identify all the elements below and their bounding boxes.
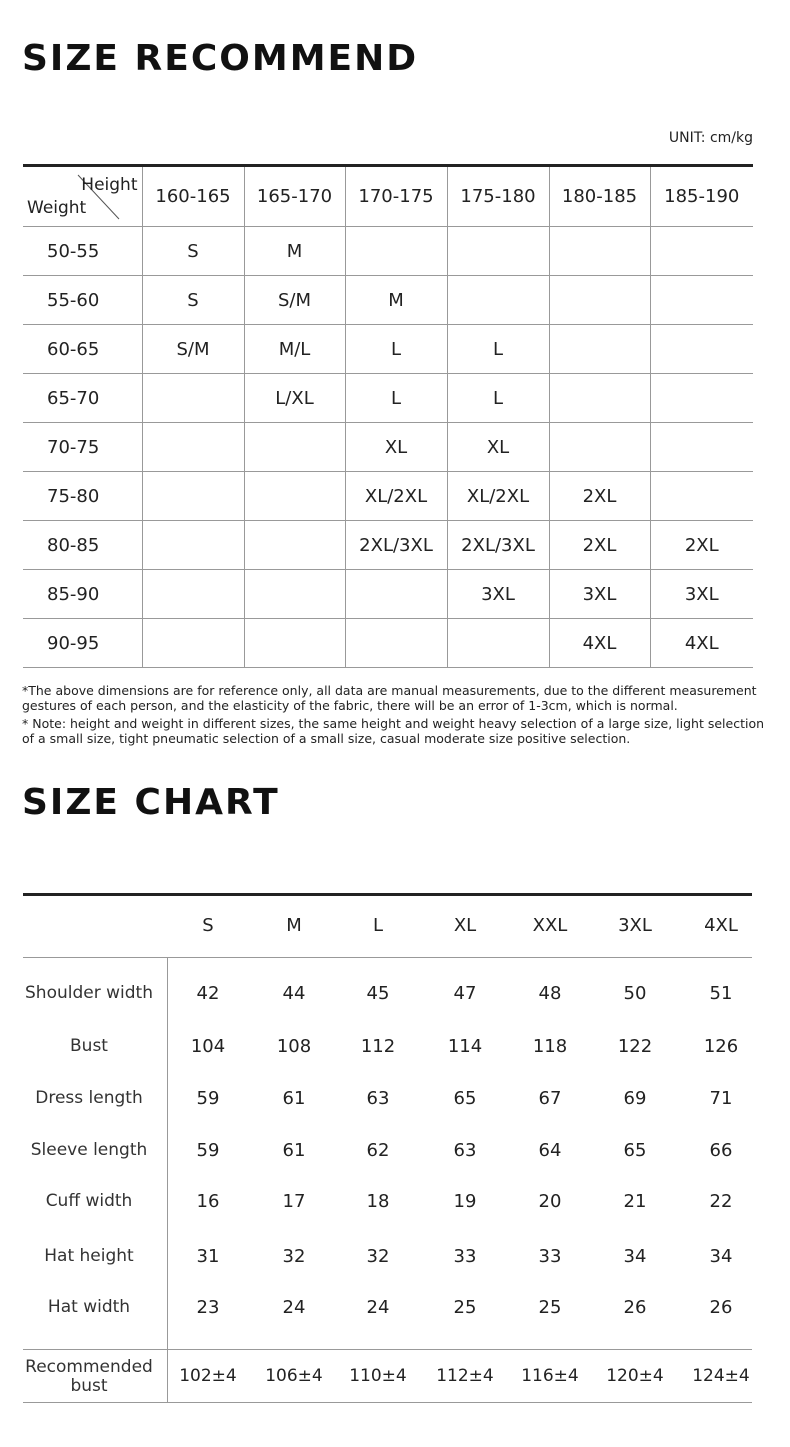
chart-bottom-rule bbox=[23, 1402, 752, 1403]
note-selection: * Note: height and weight in different sizes, the same height and weight heavy selection of a large size, light selection of a small size, tight pneumatic selection of a small size, casual moderate size positive selection. bbox=[22, 716, 765, 746]
size-cell bbox=[142, 521, 244, 570]
weight-range-cell: 90-95 bbox=[23, 619, 142, 668]
measurement-value: 106±4 bbox=[265, 1366, 323, 1386]
weight-row bbox=[23, 276, 753, 325]
measurement-value: 126 bbox=[703, 1036, 739, 1057]
measurement-value: 61 bbox=[282, 1088, 306, 1109]
size-cell bbox=[345, 570, 447, 619]
measurement-value: 120±4 bbox=[606, 1366, 664, 1386]
measurement-value: 116±4 bbox=[521, 1366, 579, 1386]
size-cell: 2XL bbox=[549, 472, 650, 521]
height-range-header: 175-180 bbox=[447, 166, 549, 227]
measurement-value: 21 bbox=[623, 1191, 647, 1212]
measurement-value: 47 bbox=[453, 983, 477, 1004]
measurement-value: 110±4 bbox=[349, 1366, 407, 1386]
size-cell bbox=[142, 619, 244, 668]
measurement-value: 108 bbox=[276, 1036, 312, 1057]
measurement-value: 71 bbox=[709, 1088, 733, 1109]
measurement-value: 48 bbox=[538, 983, 562, 1004]
measurement-value: 67 bbox=[538, 1088, 562, 1109]
size-cell: 3XL bbox=[549, 570, 650, 619]
weight-range-cell: 85-90 bbox=[23, 570, 142, 619]
weight-row bbox=[23, 521, 753, 570]
measurement-value: 31 bbox=[196, 1246, 220, 1267]
size-cell bbox=[549, 325, 650, 374]
size-cell bbox=[244, 521, 345, 570]
size-cell: 3XL bbox=[650, 570, 753, 619]
measurement-value: 18 bbox=[366, 1191, 390, 1212]
measurement-value: 118 bbox=[532, 1036, 568, 1057]
measurement-value: 24 bbox=[282, 1297, 306, 1318]
measurement-label: Hat width bbox=[47, 1297, 131, 1317]
size-cell bbox=[244, 619, 345, 668]
measurement-label: Bust bbox=[70, 1036, 108, 1056]
height-range-header: 180-185 bbox=[549, 166, 650, 227]
height-range-header: 170-175 bbox=[345, 166, 447, 227]
size-cell: M bbox=[345, 276, 447, 325]
weight-row bbox=[23, 227, 753, 276]
measurement-value: 26 bbox=[709, 1297, 733, 1318]
size-cell: M/L bbox=[244, 325, 345, 374]
measurement-value: 42 bbox=[196, 983, 220, 1004]
measurement-value: 24 bbox=[366, 1297, 390, 1318]
size-cell bbox=[650, 325, 753, 374]
weight-range-cell: 80-85 bbox=[23, 521, 142, 570]
size-cell: XL bbox=[447, 423, 549, 472]
size-header: M bbox=[286, 915, 302, 936]
size-cell bbox=[345, 227, 447, 276]
size-recommend-table bbox=[23, 164, 753, 668]
size-cell: L bbox=[447, 325, 549, 374]
size-cell bbox=[650, 374, 753, 423]
measurement-value: 66 bbox=[709, 1140, 733, 1161]
measurement-label: Cuff width bbox=[45, 1191, 133, 1211]
measurement-value: 65 bbox=[623, 1140, 647, 1161]
measurement-value: 45 bbox=[366, 983, 390, 1004]
size-header: 4XL bbox=[704, 915, 738, 936]
measurement-value: 25 bbox=[538, 1297, 562, 1318]
size-cell bbox=[447, 227, 549, 276]
measurement-value: 112 bbox=[360, 1036, 396, 1057]
size-cell: 3XL bbox=[447, 570, 549, 619]
measurement-value: 59 bbox=[196, 1140, 220, 1161]
measurement-value: 19 bbox=[453, 1191, 477, 1212]
size-cell: 4XL bbox=[549, 619, 650, 668]
size-cell bbox=[549, 423, 650, 472]
measurement-value: 64 bbox=[538, 1140, 562, 1161]
weight-range-cell: 70-75 bbox=[23, 423, 142, 472]
measurement-value: 20 bbox=[538, 1191, 562, 1212]
measurement-value: 25 bbox=[453, 1297, 477, 1318]
notes bbox=[22, 683, 777, 749]
measurement-value: 26 bbox=[623, 1297, 647, 1318]
size-cell: L/XL bbox=[244, 374, 345, 423]
size-cell: 4XL bbox=[650, 619, 753, 668]
size-header: XXL bbox=[532, 915, 568, 936]
size-cell bbox=[549, 276, 650, 325]
measurement-value: 44 bbox=[282, 983, 306, 1004]
weight-range-cell: 55-60 bbox=[23, 276, 142, 325]
size-cell: M bbox=[244, 227, 345, 276]
weight-range-cell: 65-70 bbox=[23, 374, 142, 423]
size-cell bbox=[142, 423, 244, 472]
measurement-value: 112±4 bbox=[436, 1366, 494, 1386]
height-range-header: 160-165 bbox=[142, 166, 244, 227]
size-cell bbox=[549, 374, 650, 423]
size-recommend-title: SIZE RECOMMEND bbox=[22, 38, 419, 79]
size-cell: 2XL/3XL bbox=[447, 521, 549, 570]
size-cell bbox=[244, 570, 345, 619]
weight-row bbox=[23, 570, 753, 619]
measurement-value: 104 bbox=[190, 1036, 226, 1057]
measurement-value: 16 bbox=[196, 1191, 220, 1212]
size-cell: 2XL bbox=[650, 521, 753, 570]
measurement-value: 63 bbox=[453, 1140, 477, 1161]
size-cell bbox=[244, 423, 345, 472]
measurement-value: 32 bbox=[282, 1246, 306, 1267]
measurement-label: Hat height bbox=[44, 1246, 134, 1266]
size-cell: S bbox=[142, 227, 244, 276]
chart-rule bbox=[23, 1349, 752, 1350]
size-header: S bbox=[202, 915, 214, 936]
measurement-value: 65 bbox=[453, 1088, 477, 1109]
size-cell: XL/2XL bbox=[345, 472, 447, 521]
measurement-value: 33 bbox=[453, 1246, 477, 1267]
size-cell: 2XL/3XL bbox=[345, 521, 447, 570]
size-cell: L bbox=[345, 325, 447, 374]
weight-range-cell: 75-80 bbox=[23, 472, 142, 521]
chart-header-rule bbox=[23, 957, 752, 958]
measurement-value: 34 bbox=[709, 1246, 733, 1267]
measurement-value: 50 bbox=[623, 983, 647, 1004]
weight-row bbox=[23, 325, 753, 374]
size-cell bbox=[650, 472, 753, 521]
size-cell bbox=[142, 570, 244, 619]
height-header-row bbox=[23, 166, 753, 227]
weight-row bbox=[23, 423, 753, 472]
measurement-label: Dress length bbox=[35, 1088, 143, 1108]
measurement-value: 34 bbox=[623, 1246, 647, 1267]
size-cell bbox=[345, 619, 447, 668]
measurement-value: 33 bbox=[538, 1246, 562, 1267]
note-disclaimer: *The above dimensions are for reference only, all data are manual measurements, due to the different measurement gestures of each person, and the elasticity of the fabric, there will be an error of 1-3cm, which is normal. bbox=[22, 683, 757, 713]
size-header: XL bbox=[453, 915, 477, 936]
measurement-value: 17 bbox=[282, 1191, 306, 1212]
size-chart-title: SIZE CHART bbox=[22, 782, 280, 823]
size-header: L bbox=[372, 915, 384, 936]
measurement-value: 62 bbox=[366, 1140, 390, 1161]
measurement-value: 63 bbox=[366, 1088, 390, 1109]
size-cell bbox=[447, 276, 549, 325]
size-cell bbox=[142, 472, 244, 521]
measurement-value: 23 bbox=[196, 1297, 220, 1318]
size-cell: XL/2XL bbox=[447, 472, 549, 521]
measurement-value: 59 bbox=[196, 1088, 220, 1109]
size-cell bbox=[650, 276, 753, 325]
size-cell bbox=[650, 423, 753, 472]
measurement-value: 69 bbox=[623, 1088, 647, 1109]
height-range-header: 185-190 bbox=[650, 166, 753, 227]
unit-label: UNIT: cm/kg bbox=[668, 130, 753, 146]
measurement-value: 114 bbox=[447, 1036, 483, 1057]
weight-row bbox=[23, 619, 753, 668]
size-cell bbox=[142, 374, 244, 423]
corner-height-label: Height bbox=[81, 175, 138, 195]
measurement-value: 22 bbox=[709, 1191, 733, 1212]
weight-row bbox=[23, 472, 753, 521]
measurement-label: Sleeve length bbox=[30, 1140, 148, 1160]
size-cell: L bbox=[345, 374, 447, 423]
measurement-label: Shoulder width bbox=[25, 983, 153, 1003]
size-cell: S bbox=[142, 276, 244, 325]
size-cell: XL bbox=[345, 423, 447, 472]
measurement-value: 124±4 bbox=[692, 1366, 750, 1386]
size-cell: S/M bbox=[142, 325, 244, 374]
size-cell bbox=[549, 227, 650, 276]
size-cell: 2XL bbox=[549, 521, 650, 570]
measurement-value: 51 bbox=[709, 983, 733, 1004]
measurement-value: 102±4 bbox=[179, 1366, 237, 1386]
size-cell bbox=[244, 472, 345, 521]
weight-row bbox=[23, 374, 753, 423]
corner-weight-label: Weight bbox=[27, 198, 87, 218]
height-range-header: 165-170 bbox=[244, 166, 345, 227]
measurement-label: Recommended bust bbox=[25, 1357, 153, 1396]
size-cell bbox=[650, 227, 753, 276]
size-header: 3XL bbox=[618, 915, 652, 936]
measurement-value: 32 bbox=[366, 1246, 390, 1267]
corner-cell bbox=[23, 166, 142, 227]
chart-top-rule bbox=[23, 893, 752, 896]
measurement-value: 122 bbox=[617, 1036, 653, 1057]
size-cell bbox=[447, 619, 549, 668]
weight-range-cell: 60-65 bbox=[23, 325, 142, 374]
size-cell: L bbox=[447, 374, 549, 423]
measurement-value: 61 bbox=[282, 1140, 306, 1161]
chart-label-divider bbox=[167, 957, 168, 1403]
size-cell: S/M bbox=[244, 276, 345, 325]
weight-range-cell: 50-55 bbox=[23, 227, 142, 276]
